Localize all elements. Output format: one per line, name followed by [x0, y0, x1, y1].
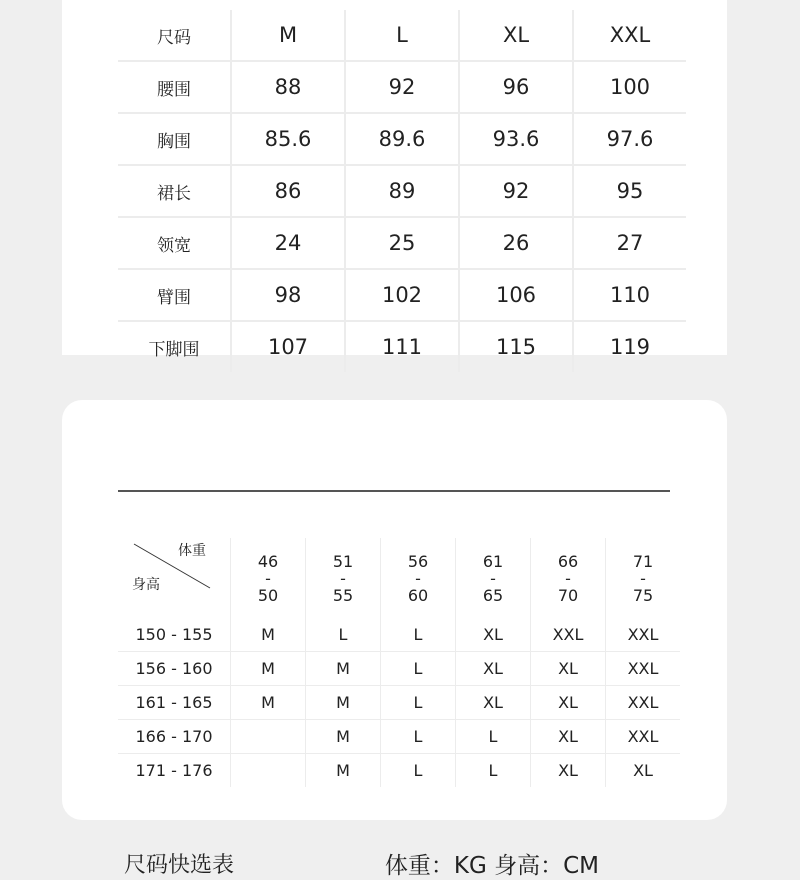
size-cell: XL — [456, 618, 531, 652]
table-cell: 85.6 — [231, 113, 345, 165]
size-cell: XXL — [606, 686, 681, 720]
row-label: 裙长 — [118, 165, 231, 217]
height-range-cell: 156 - 160 — [118, 652, 231, 686]
row-label: 胸围 — [118, 113, 231, 165]
corner-cell — [118, 538, 231, 618]
size-cell: L — [456, 754, 531, 788]
weight-range-dash: - — [265, 568, 271, 588]
weight-range-start: 71 — [632, 551, 654, 571]
weight-range-dash: - — [340, 568, 346, 588]
table-cell: 95 — [573, 165, 686, 217]
size-cell: XXL — [606, 720, 681, 754]
weight-range-dash: - — [640, 568, 646, 588]
size-chart-table — [118, 10, 686, 372]
table-row — [118, 686, 680, 720]
table-cell: 27 — [573, 217, 686, 269]
weight-range-start: 61 — [482, 551, 504, 571]
table-row — [118, 321, 686, 372]
table-cell: 115 — [459, 321, 573, 372]
row-label: 腰围 — [118, 61, 231, 113]
unit-label: 体重：KG 身高：CM — [384, 853, 599, 879]
table-row — [118, 61, 686, 113]
weight-range-cell — [456, 538, 531, 618]
weight-range-dash: - — [490, 568, 496, 588]
weight-axis-label: 体重 — [178, 543, 206, 559]
weight-range-end: 70 — [557, 585, 579, 605]
size-cell: M — [231, 686, 306, 720]
size-cell: M — [306, 686, 381, 720]
table-cell: 26 — [459, 217, 573, 269]
size-cell: XL — [531, 720, 606, 754]
height-range-cell: 171 - 176 — [118, 754, 231, 788]
size-chart-header-row — [118, 10, 686, 61]
table-row — [118, 165, 686, 217]
table-cell: 97.6 — [573, 113, 686, 165]
table-cell: 110 — [573, 269, 686, 321]
weight-range-end: 75 — [632, 585, 654, 605]
table-cell: 24 — [231, 217, 345, 269]
quick-select-table — [118, 538, 680, 787]
size-cell: L — [381, 754, 456, 788]
size-cell: M — [231, 618, 306, 652]
table-cell: 106 — [459, 269, 573, 321]
size-cell — [231, 754, 306, 788]
weight-range-cell — [306, 538, 381, 618]
table-row — [118, 652, 680, 686]
table-cell: 86 — [231, 165, 345, 217]
weight-range-cell — [531, 538, 606, 618]
table-row — [118, 618, 680, 652]
size-cell: L — [306, 618, 381, 652]
weight-range-end: 60 — [407, 585, 429, 605]
table-row — [118, 720, 680, 754]
size-cell: L — [381, 652, 456, 686]
weight-range-cell — [231, 538, 306, 618]
table-cell: 92 — [345, 61, 459, 113]
height-axis-label: 身高 — [132, 577, 160, 593]
size-cell: M — [306, 754, 381, 788]
weight-range-dash: - — [415, 568, 421, 588]
row-label: 领宽 — [118, 217, 231, 269]
size-cell: XXL — [531, 618, 606, 652]
table-cell: 88 — [231, 61, 345, 113]
table-cell: 119 — [573, 321, 686, 372]
size-cell: M — [306, 720, 381, 754]
header-cell: M — [231, 10, 345, 61]
weight-range-end: 65 — [482, 585, 504, 605]
height-range-cell: 150 - 155 — [135, 625, 213, 644]
header-cell: XL — [459, 10, 573, 61]
weight-range-start: 46 — [257, 551, 279, 571]
table-cell: 96 — [459, 61, 573, 113]
table-cell: 25 — [345, 217, 459, 269]
size-cell: M — [306, 652, 381, 686]
size-cell: L — [381, 618, 456, 652]
weight-range-dash: - — [565, 568, 571, 588]
size-cell: L — [381, 686, 456, 720]
size-cell: XL — [456, 686, 531, 720]
table-cell: 92 — [459, 165, 573, 217]
row-label: 下脚围 — [118, 321, 231, 372]
table-cell: 93.6 — [459, 113, 573, 165]
weight-range-start: 51 — [332, 551, 354, 571]
header-cell: 尺码 — [157, 27, 191, 48]
weight-range-end: 55 — [332, 585, 354, 605]
size-chart-card — [62, 0, 727, 360]
row-label: 臂围 — [118, 269, 231, 321]
table-row — [118, 217, 686, 269]
size-cell: M — [231, 652, 306, 686]
table-cell: 98 — [231, 269, 345, 321]
weight-range-start: 56 — [407, 551, 429, 571]
weight-header-row — [118, 538, 680, 618]
table-row — [118, 269, 686, 321]
header-cell: L — [345, 10, 459, 61]
weight-range-end: 50 — [257, 585, 279, 605]
table-cell: 100 — [573, 61, 686, 113]
size-cell: L — [381, 720, 456, 754]
weight-range-cell — [606, 538, 681, 618]
size-cell: XL — [531, 652, 606, 686]
table-row — [118, 754, 680, 788]
table-row — [118, 113, 686, 165]
table-cell: 89.6 — [345, 113, 459, 165]
size-cell: XXL — [606, 652, 681, 686]
header-cell: XXL — [573, 10, 686, 61]
size-cell: XL — [531, 686, 606, 720]
weight-range-start: 66 — [557, 551, 579, 571]
table-cell: 89 — [345, 165, 459, 217]
size-cell: L — [456, 720, 531, 754]
size-cell — [231, 720, 306, 754]
table-cell: 107 — [231, 321, 345, 372]
size-cell: XL — [531, 754, 606, 788]
quick-select-title: 尺码快选表 — [124, 853, 235, 878]
height-range-cell: 166 - 170 — [118, 720, 231, 754]
height-range-cell: 161 - 165 — [118, 686, 231, 720]
weight-range-cell — [381, 538, 456, 618]
table-cell: 102 — [345, 269, 459, 321]
title-divider — [118, 490, 670, 492]
size-cell: XL — [606, 754, 681, 788]
size-cell: XXL — [606, 618, 681, 652]
size-cell: XL — [456, 652, 531, 686]
table-cell: 111 — [345, 321, 459, 372]
